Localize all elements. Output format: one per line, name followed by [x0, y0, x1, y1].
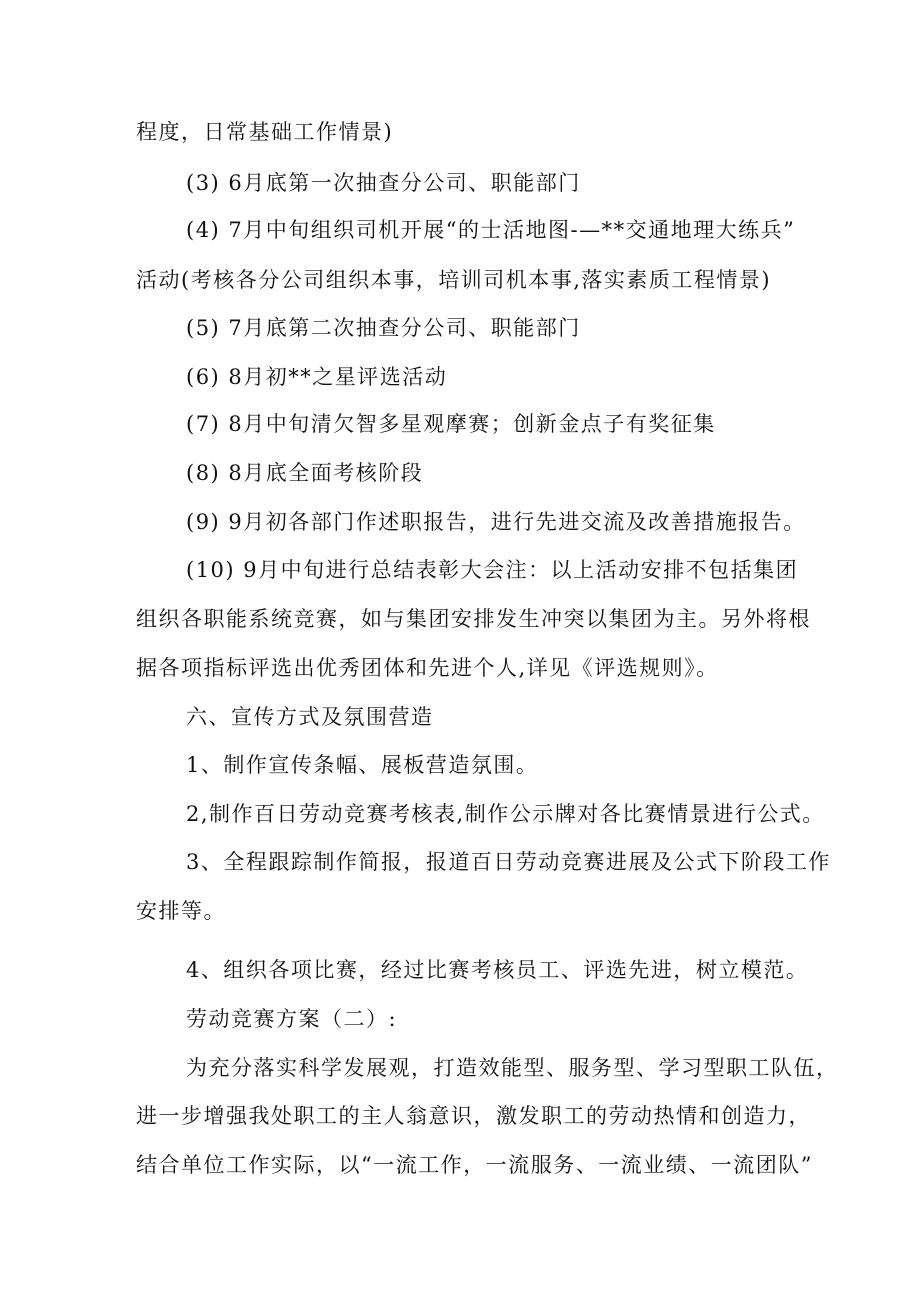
text-line: (8) 8月底全面考核阶段 [186, 461, 424, 485]
text-line: 3、全程跟踪制作简报，报道百日劳动竞赛进展及公式下阶段工作 [186, 850, 831, 874]
text-line: 安排等。 [136, 899, 226, 923]
text-line: 进一步增强我处职工的主人翁意识，激发职工的劳动热情和创造力， [136, 1104, 811, 1128]
text-line: (9) 9月初各部门作述职报告，进行先进交流及改善措施报告。 [186, 510, 806, 534]
text-line: 程度，日常基础工作情景) [136, 120, 394, 144]
text-line: 活动(考核各分公司组织本事，培训司机本事,落实素质工程情景) [136, 268, 772, 292]
text-line: (5) 7月底第二次抽查分公司、职能部门 [186, 316, 581, 340]
text-line: (3) 6月底第一次抽查分公司、职能部门 [186, 171, 581, 195]
text-line: (6) 8月初**之星评选活动 [186, 365, 448, 389]
text-line: (4) 7月中旬组织司机开展“的士活地图-—**交通地理大练兵” [186, 218, 796, 242]
text-line: (10) 9月中旬进行总结表彰大会注：以上活动安排不包括集团 [186, 558, 799, 582]
text-line: 组织各职能系统竞赛，如与集团安排发生冲突以集团为主。另外将根 [136, 607, 811, 631]
text-line: 为充分落实科学发展观，打造效能型、服务型、学习型职工队伍， [186, 1056, 839, 1080]
section-heading: 劳动竞赛方案（二）: [186, 1007, 398, 1031]
section-heading: 六、宣传方式及氛围营造 [186, 705, 434, 729]
text-line: 结合单位工作实际，以“一流工作，一流服务、一流业绩、一流团队” [136, 1153, 813, 1177]
text-line: 1、制作宣传条幅、展板营造氛围。 [186, 753, 539, 777]
text-line: 4、组织各项比赛，经过比赛考核员工、评选先进，树立模范。 [186, 958, 809, 982]
text-line: 据各项指标评选出优秀团体和先进个人,详见《评选规则》。 [136, 656, 719, 680]
text-line: 2,制作百日劳动竞赛考核表,制作公示牌对各比赛情景进行公式。 [186, 802, 825, 826]
text-line: (7) 8月中旬清欠智多星观摩赛；创新金点子有奖征集 [186, 412, 716, 436]
